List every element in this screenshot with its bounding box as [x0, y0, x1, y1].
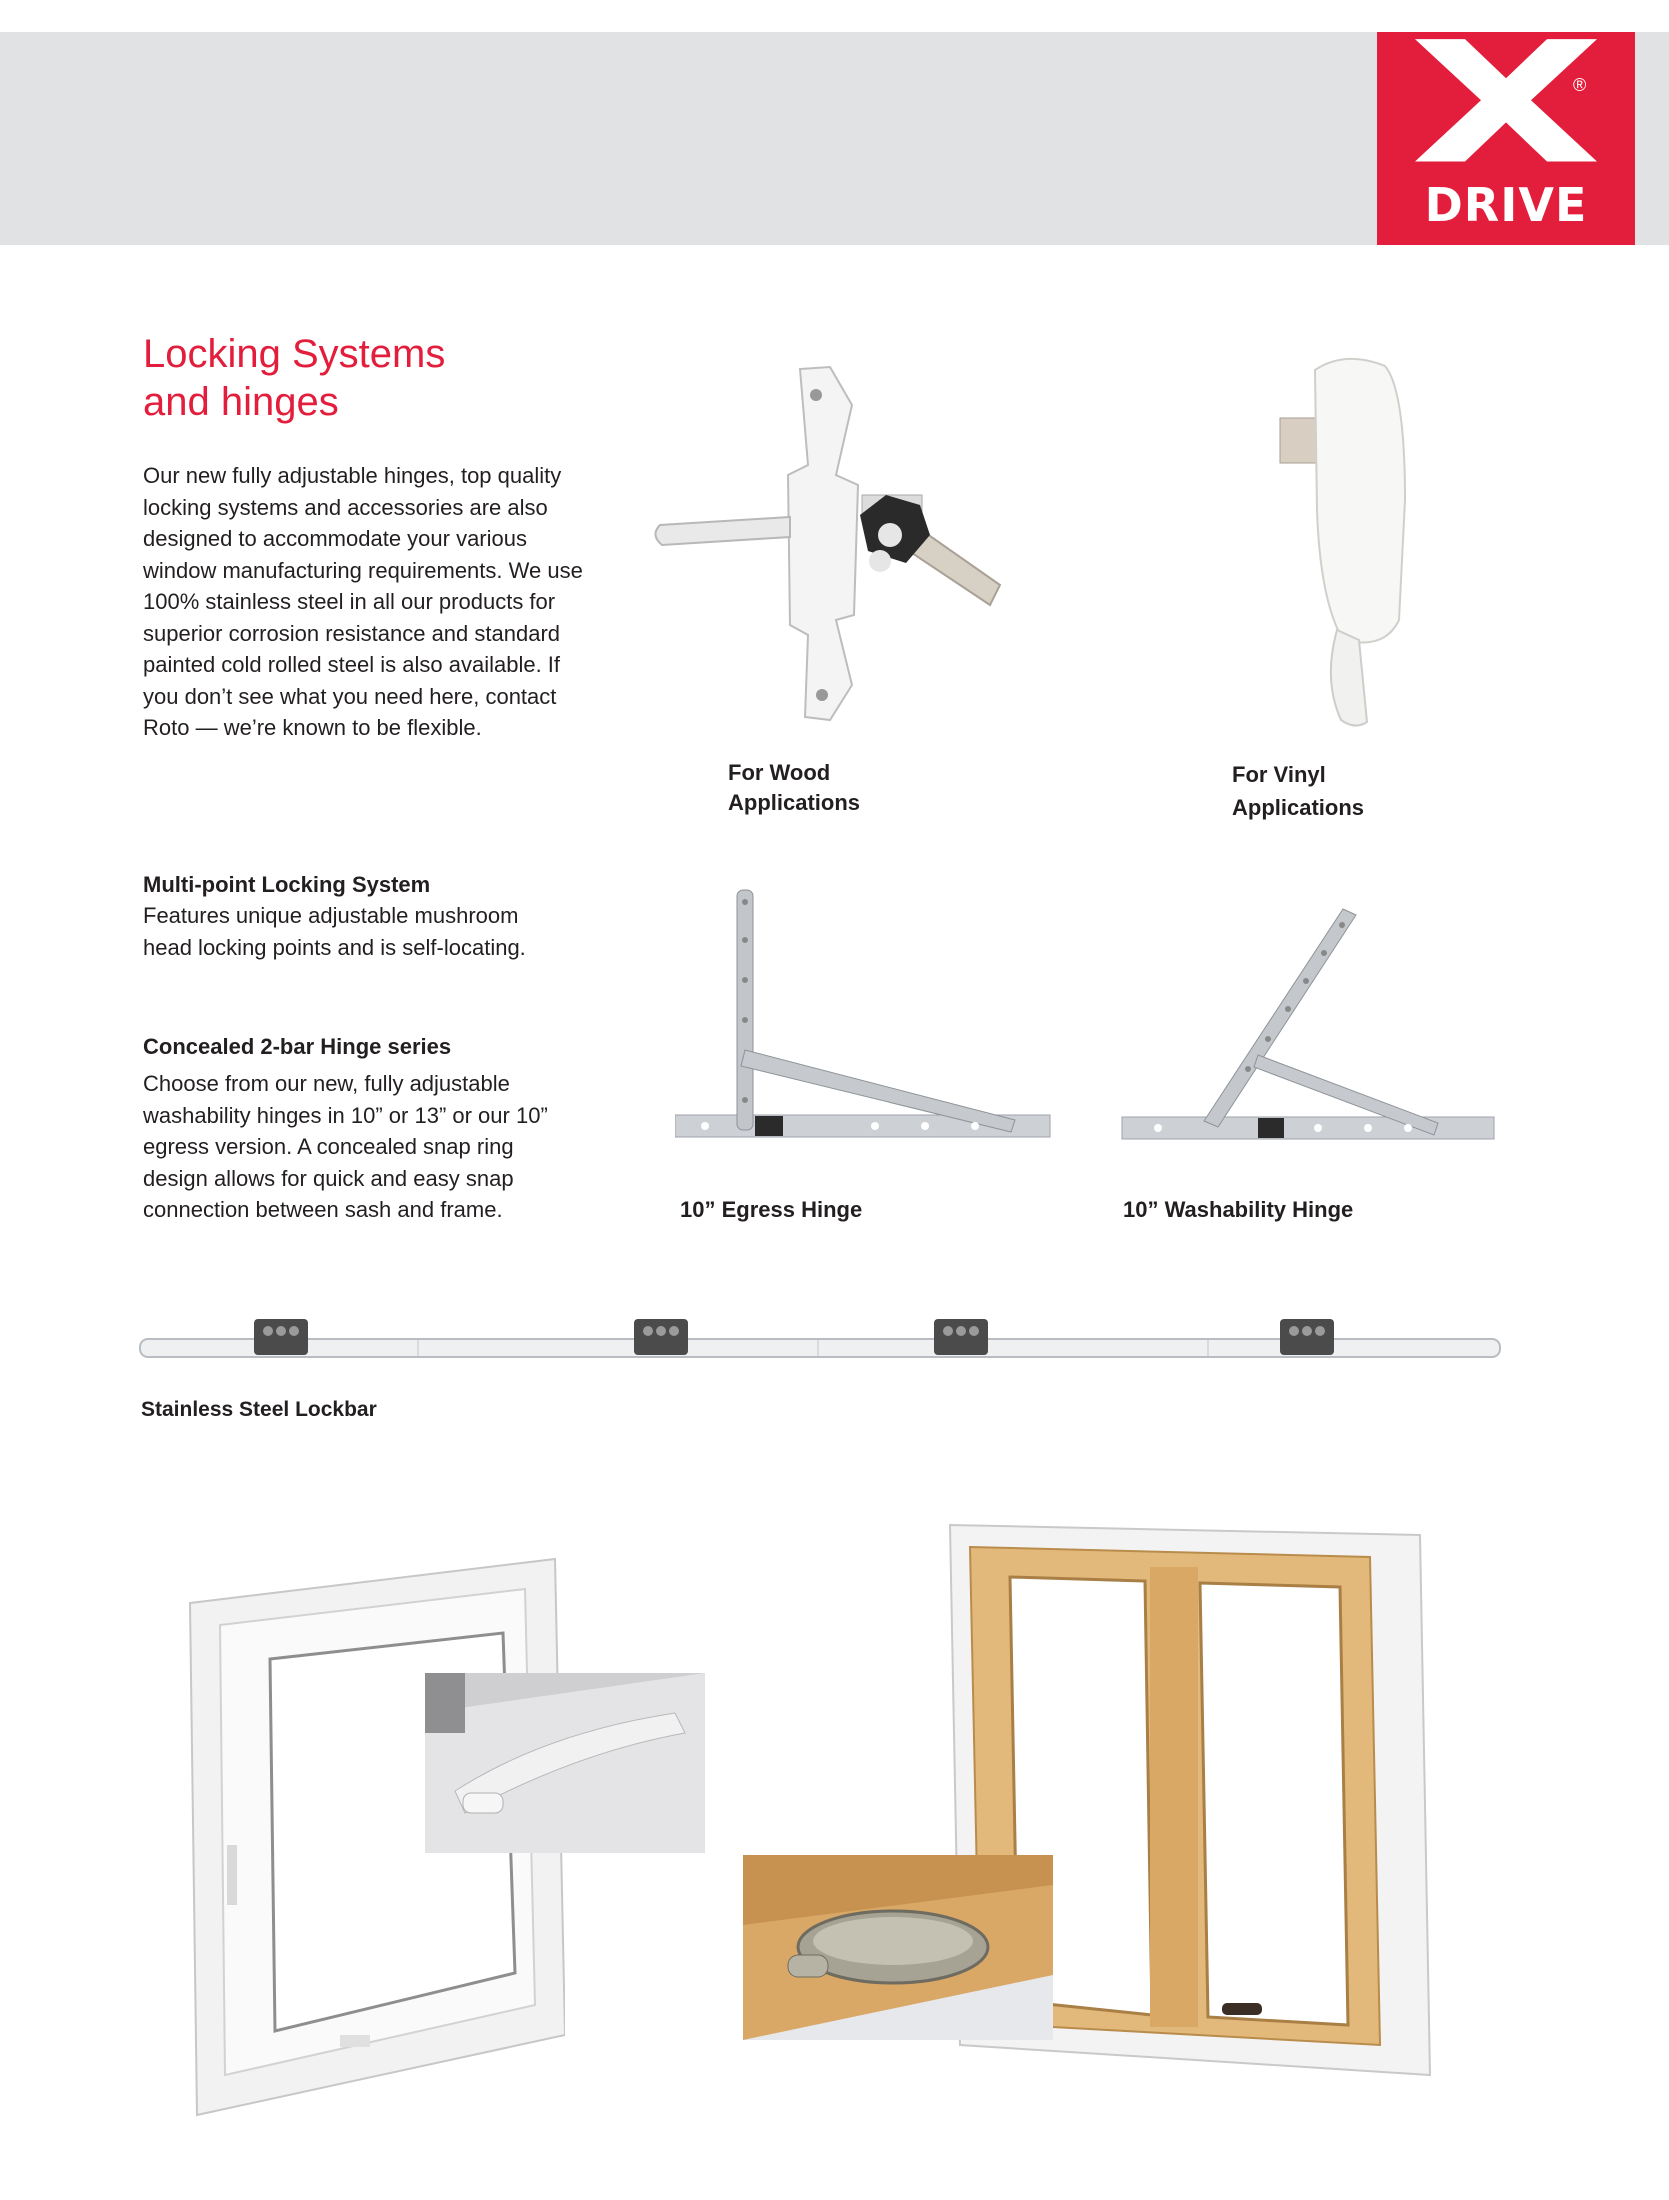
- logo-word: DRIVE: [1424, 178, 1588, 232]
- vinyl-caption-line-2: Applications: [1232, 795, 1365, 820]
- intro-paragraph: Our new fully adjustable hinges, top quality locking systems and accessories are also designed to accommodate your various window manufacturing requirements. We use 100% stainless steel in all our products for superior corrosion resistance and standard painted cold rolled steel is also available. If you don’t see what you need here, contact Roto — we’re known to be flexible.: [143, 463, 583, 740]
- wood-operator-image: [640, 365, 1130, 725]
- registered-mark: ®: [1573, 75, 1587, 95]
- lockbar-image: [138, 1315, 1503, 1365]
- hinge-series-text: Choose from our new, fully adjustable washability hinges in 10” or 13” or our 10” egress version. A concealed snap ring design allows for quick and easy snap connection between sash and frame.: [143, 1071, 548, 1222]
- washability-caption: 10” Washability Hinge: [1123, 1197, 1354, 1222]
- multipoint-text: Features unique adjustable mushroom head locking points and is self-locating.: [143, 903, 526, 960]
- page-title: [143, 330, 563, 426]
- xdrive-logo: [1377, 32, 1635, 245]
- vinyl-handle-closeup-photo: [425, 1673, 705, 1853]
- x-mark-icon: [1377, 32, 1635, 182]
- lockbar-caption: Stainless Steel Lockbar: [141, 1398, 377, 1421]
- vinyl-caption: [1232, 758, 1364, 824]
- wood-handle-closeup-photo: [743, 1855, 1053, 2040]
- vinyl-handle-image: [1275, 350, 1435, 730]
- egress-hinge-image: [675, 880, 1055, 1150]
- wood-caption: [728, 758, 860, 818]
- wood-caption-line-2: Applications: [728, 790, 861, 815]
- washability-hinge-image: [1118, 905, 1498, 1150]
- egress-caption: 10” Egress Hinge: [680, 1197, 863, 1222]
- vinyl-caption-line-1: For Vinyl: [1232, 762, 1326, 787]
- wood-caption-line-1: For Wood: [728, 760, 831, 785]
- multipoint-heading: Multi-point Locking System: [143, 872, 431, 897]
- title-line-1: Locking Systems: [143, 332, 446, 376]
- title-line-2: and hinges: [143, 380, 339, 424]
- hinge-series-heading: Concealed 2-bar Hinge series: [143, 1034, 452, 1059]
